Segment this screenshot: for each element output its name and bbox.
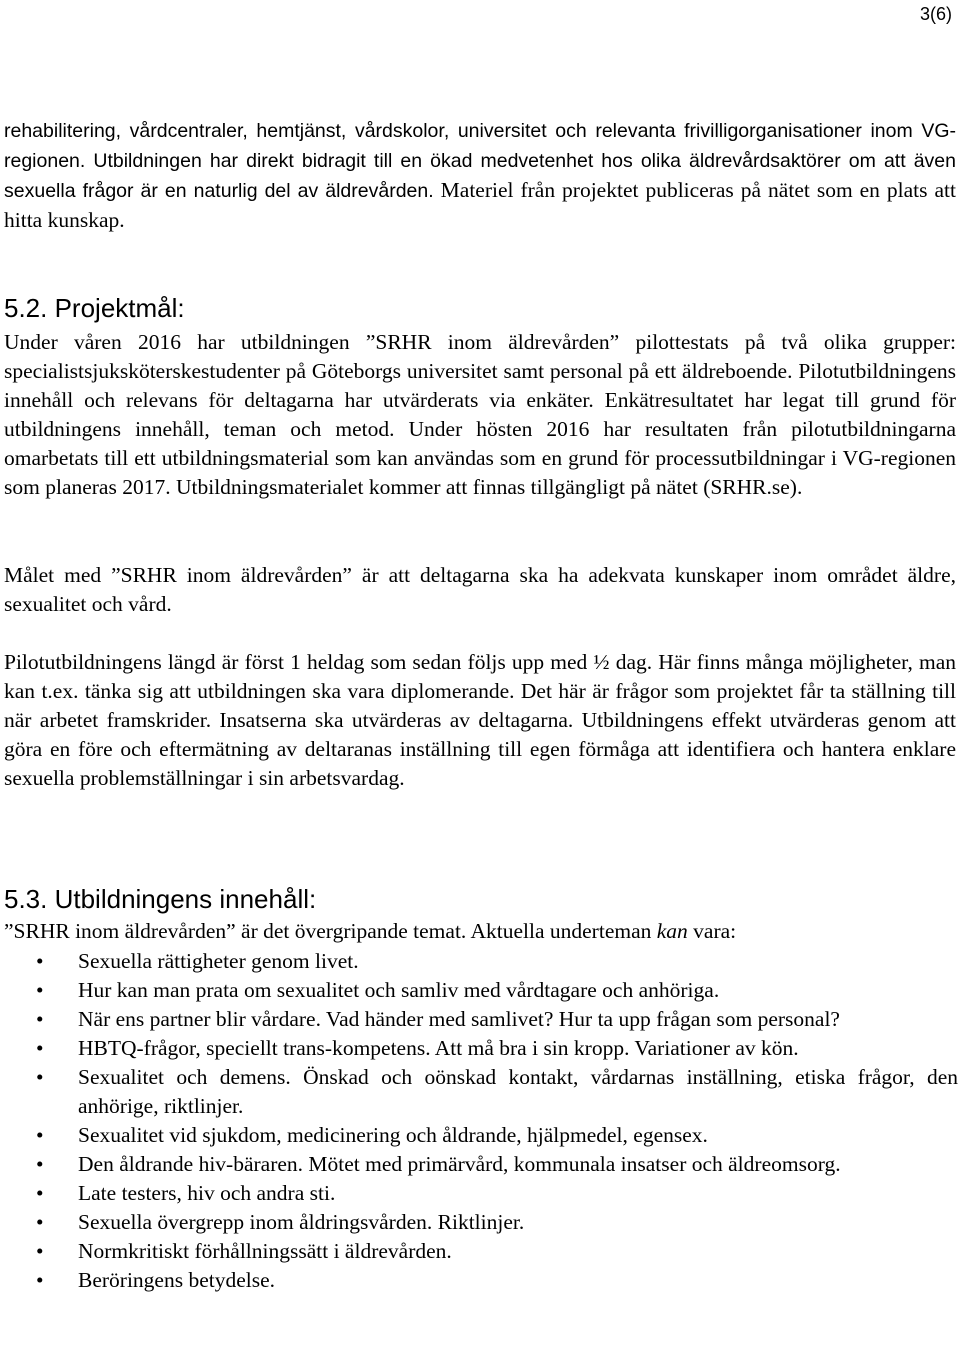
list-item [0,1179,960,1208]
intro-sans-text: rehabilitering, vårdcentraler, hemtjänst, vårdskolor, universitet och relevanta frivilligorganisationer inom VG-regionen. Utbildningen har direkt bidragit till en ökad medvetenhet hos olika äldrevårdsaktörer om att även sexuella frågor är en naturlig del av äldrevården. [4,120,956,202]
projektmal-paragraph-1: Under våren 2016 har utbildningen ”SRHR inom äldrevården” pilottestats på två olika grupper: specialistsjuksköterskestudenter på Göteborgs universitet samt personal på ett äldreboende. Pilotutbildningens innehåll och relevans för deltagarna har utvärderats via enkäter. Enkätresultatet har legat till grund för utbildningens innehåll, teman och metod. Under hösten 2016 har resultaten från pilotutbildningarna omarbetats till ett utbildningsmaterial som kan användas som en grund för processutbildningar i VG-regionen som planeras 2017. Utbildningsmaterialet kommer att finnas tillgängligt på nätet (SRHR.se). [4,330,956,499]
bullet-icon: • [36,1181,44,1205]
list-item [0,1034,960,1063]
list-item-text: HBTQ-frågor, speciellt trans-kompetens. Att må bra i sin kropp. Variationer av kön. [78,1036,799,1060]
list-item-text: Beröringens betydelse. [78,1268,276,1292]
bullet-icon: • [36,1268,44,1292]
intro-serif-text: Materiel från projektet publiceras på nätet som en plats att hitta kunskap. [4,178,956,232]
projektmal-paragraph-3: Pilotutbildningens längd är först 1 heldag som sedan följs upp med ½ dag. Här finns många möjligheter, man kan t.ex. tänka sig att utbildningen ska vara diplomerande. Det här är frågor som projektet får ta ställning till när arbetet framskrider. Insatserna ska utvärderas av deltagarna. Utbildningens effekt utvärderas genom att göra en före och eftermätning av deltaranas inställning till egen förmåga att identifiera och hantera enklare sexuella problemställningar i sin arbetsvardag. [4,650,956,790]
bullet-icon: • [36,978,44,1002]
page-number: 3(6) [919,4,952,24]
section-heading-projektmal: 5.2. Projektmål: [4,293,185,323]
bullet-icon: • [36,1065,44,1089]
innehall-intro-italic: kan [656,919,688,943]
bullet-icon: • [36,1210,44,1234]
intro-paragraph [4,116,956,235]
innehall-intro [4,917,956,946]
list-item-text: Late testers, hiv och andra sti. [78,1181,336,1205]
innehall-intro-tail: vara: [687,919,737,943]
list-item [0,976,960,1005]
bullet-icon: • [36,949,44,973]
list-item [0,1150,960,1179]
bullet-icon: • [36,1152,44,1176]
list-item-text: Normkritiskt förhållningssätt i äldrevården. [78,1239,452,1263]
bullet-icon: • [36,1123,44,1147]
section-heading-innehall: 5.3. Utbildningens innehåll: [4,884,317,914]
bullet-icon: • [36,1036,44,1060]
list-item [0,1237,960,1266]
projektmal-paragraph-2: Målet med ”SRHR inom äldrevården” är att deltagarna ska ha adekvata kunskaper inom området äldre, sexualitet och vård. [4,563,956,616]
list-item [0,1266,960,1295]
innehall-intro-text: ”SRHR inom äldrevården” är det övergripande temat. Aktuella underteman [4,919,657,943]
list-item [0,1005,960,1034]
list-item-text: När ens partner blir vårdare. Vad händer med samlivet? Hur ta upp frågan som personal? [78,1007,840,1031]
list-item [0,947,960,976]
bullet-icon: • [36,1239,44,1263]
list-item [0,1063,960,1121]
list-item-text: Sexuella rättigheter genom livet. [78,949,359,973]
list-item-text: Den åldrande hiv-bäraren. Mötet med primärvård, kommunala insatser och äldreomsorg. [78,1152,841,1176]
list-item-text: Sexualitet vid sjukdom, medicinering och åldrande, hjälpmedel, egensex. [78,1123,708,1147]
list-item [0,1121,960,1150]
list-item-text: Hur kan man prata om sexualitet och samliv med vårdtagare och anhöriga. [78,978,720,1002]
list-item-text: Sexualitet och demens. Önskad och oönskad kontakt, vårdarnas inställning, etiska frågor, den anhörige, riktlinjer. [78,1065,958,1118]
topics-list [0,947,960,1295]
list-item-text: Sexuella övergrepp inom åldringsvården. Riktlinjer. [78,1210,525,1234]
bullet-icon: • [36,1007,44,1031]
list-item [0,1208,960,1237]
